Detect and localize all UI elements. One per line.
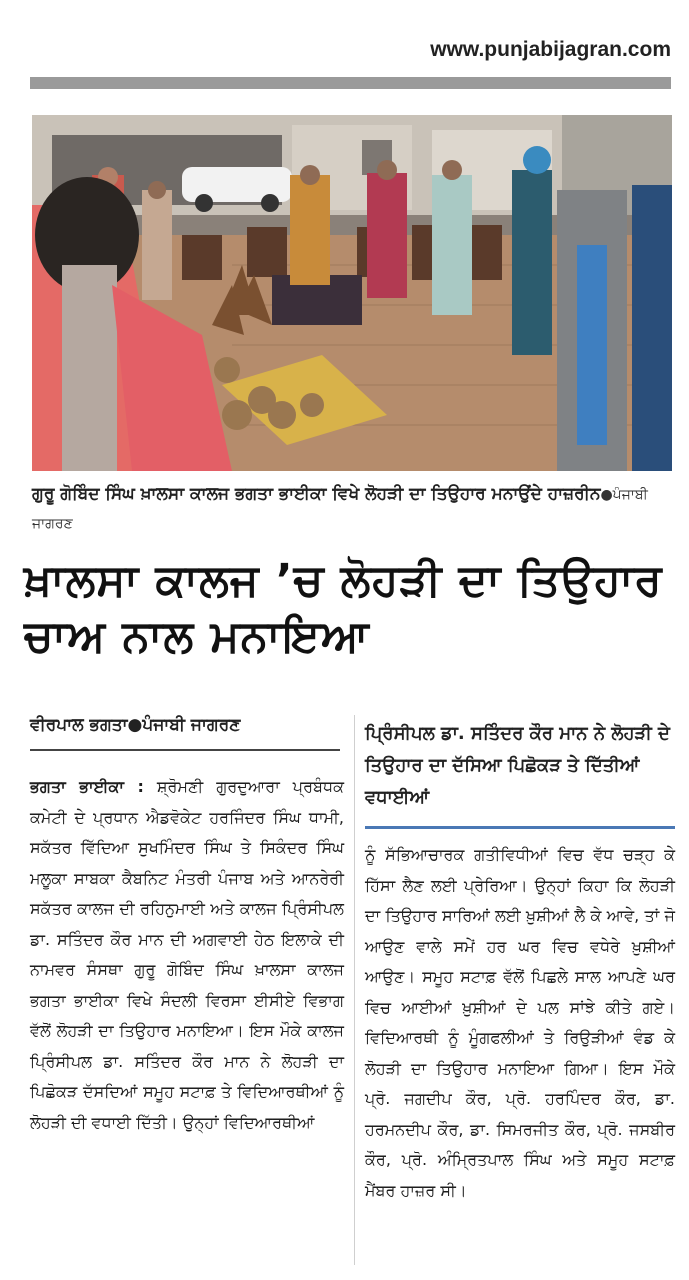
headline: ਖ਼ਾਲਸਾ ਕਾਲਜ ’ਚ ਲੋਹੜੀ ਦਾ ਤਿਉਹਾਰ ਚਾਅ ਨਾਲ ਮਨਾਇਆ — [24, 555, 663, 662]
header-rule — [30, 77, 671, 89]
byline-rule — [30, 749, 340, 751]
news-photo — [32, 115, 672, 471]
dateline: ਭਗਤਾ ਭਾਈਕਾ : — [30, 777, 144, 796]
article-body-right: ਨੂੰ ਸੱਭਿਆਚਾਰਕ ਗਤੀਵਿਧੀਆਂ ਵਿਚ ਵੱਧ ਚੜ੍ਹ ਕੇ ਹਿੱਸਾ ਲੈਣ ਲਈ ਪ੍ਰੇਰਿਆ। ਉਨ੍ਹਾਂ ਕਿਹਾ ਕਿ ਲੋਹੜੀ ਦਾ ਤਿਉਹਾਰ ਸਾਰਿਆਂ ਲਈ ਖ਼ੁਸ਼ੀਆਂ ਲੈ ਕੇ ਆਵੇ, ਤਾਂ ਜੋ ਆਉਣ ਵਾਲੇ ਸਮੇਂ ਹਰ ਘਰ ਵਿਚ ਵਧੇਰੇ ਖ਼ੁਸ਼ੀਆਂ ਆਉਣ। ਸਮੂਹ ਸਟਾਫ਼ ਵੱਲੋਂ ਪਿਛਲੇ ਸਾਲ ਆਪਣੇ ਘਰ ਵਿਚ ਆਈਆਂ ਖ਼ੁਸ਼ੀਆਂ ਦੇ ਪਲ ਸਾਂਝੇ ਕੀਤੇ ਗਏ। ਵਿਦਿਆਰਥੀ ਨੂੰ ਮੂੰਗਫਲੀਆਂ ਤੇ ਰਿਉੜੀਆਂ ਵੰਡ ਕੇ ਲੋਹੜੀ ਦਾ ਤਿਉਹਾਰ ਮਨਾਇਆ ਗਿਆ। ਇਸ ਮੌਕੇ ਪ੍ਰੋ. ਜਗਦੀਪ ਕੌਰ, ਪ੍ਰੋ. ਹਰਪਿੰਦਰ ਕੌਰ, ਡਾ. ਹਰਮਨਦੀਪ ਕੌਰ, ਡਾ. ਸਿਮਰਜੀਤ ਕੌਰ, ਪ੍ਰੋ. ਜਸਬੀਰ ਕੌਰ, ਪ੍ਰੋ. ਅੰਮ੍ਰਿਤਪਾਲ ਸਿੰਘ ਅਤੇ ਸਮੂਹ ਸਟਾਫ਼ ਮੈਂਬਰ ਹਾਜ਼ਰ ਸੀ। — [365, 845, 675, 1200]
byline: ਵੀਰਪਾਲ ਭਗਤਾ●ਪੰਜਾਬੀ ਜਾਗਰਣ — [30, 715, 241, 735]
caption-text: ਗੁਰੂ ਗੋਬਿੰਦ ਸਿੰਘ ਖ਼ਾਲਸਾ ਕਾਲਜ ਭਗਤਾ ਭਾਈਕਾ ਵਿਖੇ ਲੋਹੜੀ ਦਾ ਤਿਉਹਾਰ ਮਨਾਉਂਦੇ ਹਾਜ਼ਰੀਨ — [32, 484, 601, 504]
body-left-text: ਸ਼੍ਰੋਮਣੀ ਗੁਰਦੁਆਰਾ ਪ੍ਰਬੰਧਕ ਕਮੇਟੀ ਦੇ ਪ੍ਰਧਾਨ ਐਡਵੋਕੇਟ ਹਰਜਿੰਦਰ ਸਿੰਘ ਧਾਮੀ, ਸਕੱਤਰ ਵਿੱਦਿਆ ਸੁਖਮਿੰਦਰ ਸਿੰਘ ਤੇ ਸਿਕੰਦਰ ਸਿੰਘ ਮਲੂਕਾ ਸਾਬਕਾ ਕੈਬਨਿਟ ਮੰਤਰੀ ਪੰਜਾਬ ਅਤੇ ਆਨਰੇਰੀ ਸਕੱਤਰ ਕਾਲਜ ਦੀ ਰਹਿਨੁਮਾਈ ਅਤੇ ਕਾਲਜ ਪ੍ਰਿੰਸੀਪਲ ਡਾ. ਸਤਿੰਦਰ ਕੌਰ ਮਾਨ ਦੀ ਅਗਵਾਈ ਹੇਠ ਇਲਾਕੇ ਦੀ ਨਾਮਵਰ ਸੰਸਥਾ ਗੁਰੂ ਗੋਬਿੰਦ ਸਿੰਘ ਖ਼ਾਲਸਾ ਕਾਲਜ ਭਗਤਾ ਭਾਈਕਾ ਵਿਖੇ ਸੰਦਲੀ ਵਿਰਸਾ ਈਸੀਏ ਵਿਭਾਗ ਵੱਲੋਂ ਲੋਹੜੀ ਦਾ ਤਿਉਹਾਰ ਮਨਾਇਆ। ਇਸ ਮੌਕੇ ਕਾਲਜ ਪ੍ਰਿੰਸੀਪਲ ਡਾ. ਸਤਿੰਦਰ ਕੌਰ ਮਾਨ ਨੇ ਲੋਹੜੀ ਦਾ ਪਿਛੋਕੜ ਦੱਸਦਿਆਂ ਸਮੂਹ ਸਟਾਫ਼ ਤੇ ਵਿਦਿਆਰਥੀਆਂ ਨੂੰ ਲੋਹੜੀ ਦੀ ਵਧਾਈ ਦਿੱਤੀ। ਉਨ੍ਹਾਂ ਵਿਦਿਆਰਥੀਆਂ — [30, 777, 344, 1132]
caption-credit: ●ਪੰਜਾਬੀ ਜਾਗਰਣ — [32, 487, 648, 532]
column-divider — [354, 715, 355, 1265]
article-body-left — [30, 772, 344, 1138]
site-url: www.punjabijagran.com — [430, 38, 671, 61]
photo-caption — [32, 480, 672, 538]
pull-quote-rule — [365, 826, 675, 829]
pull-quote: ਪ੍ਰਿੰਸੀਪਲ ਡਾ. ਸਤਿੰਦਰ ਕੌਰ ਮਾਨ ਨੇ ਲੋਹੜੀ ਦੇ ਤਿਉਹਾਰ ਦਾ ਦੱਸਿਆ ਪਿਛੋਕੜ ਤੇ ਦਿੱਤੀਆਂ ਵਧਾਈਆਂ — [365, 723, 670, 808]
